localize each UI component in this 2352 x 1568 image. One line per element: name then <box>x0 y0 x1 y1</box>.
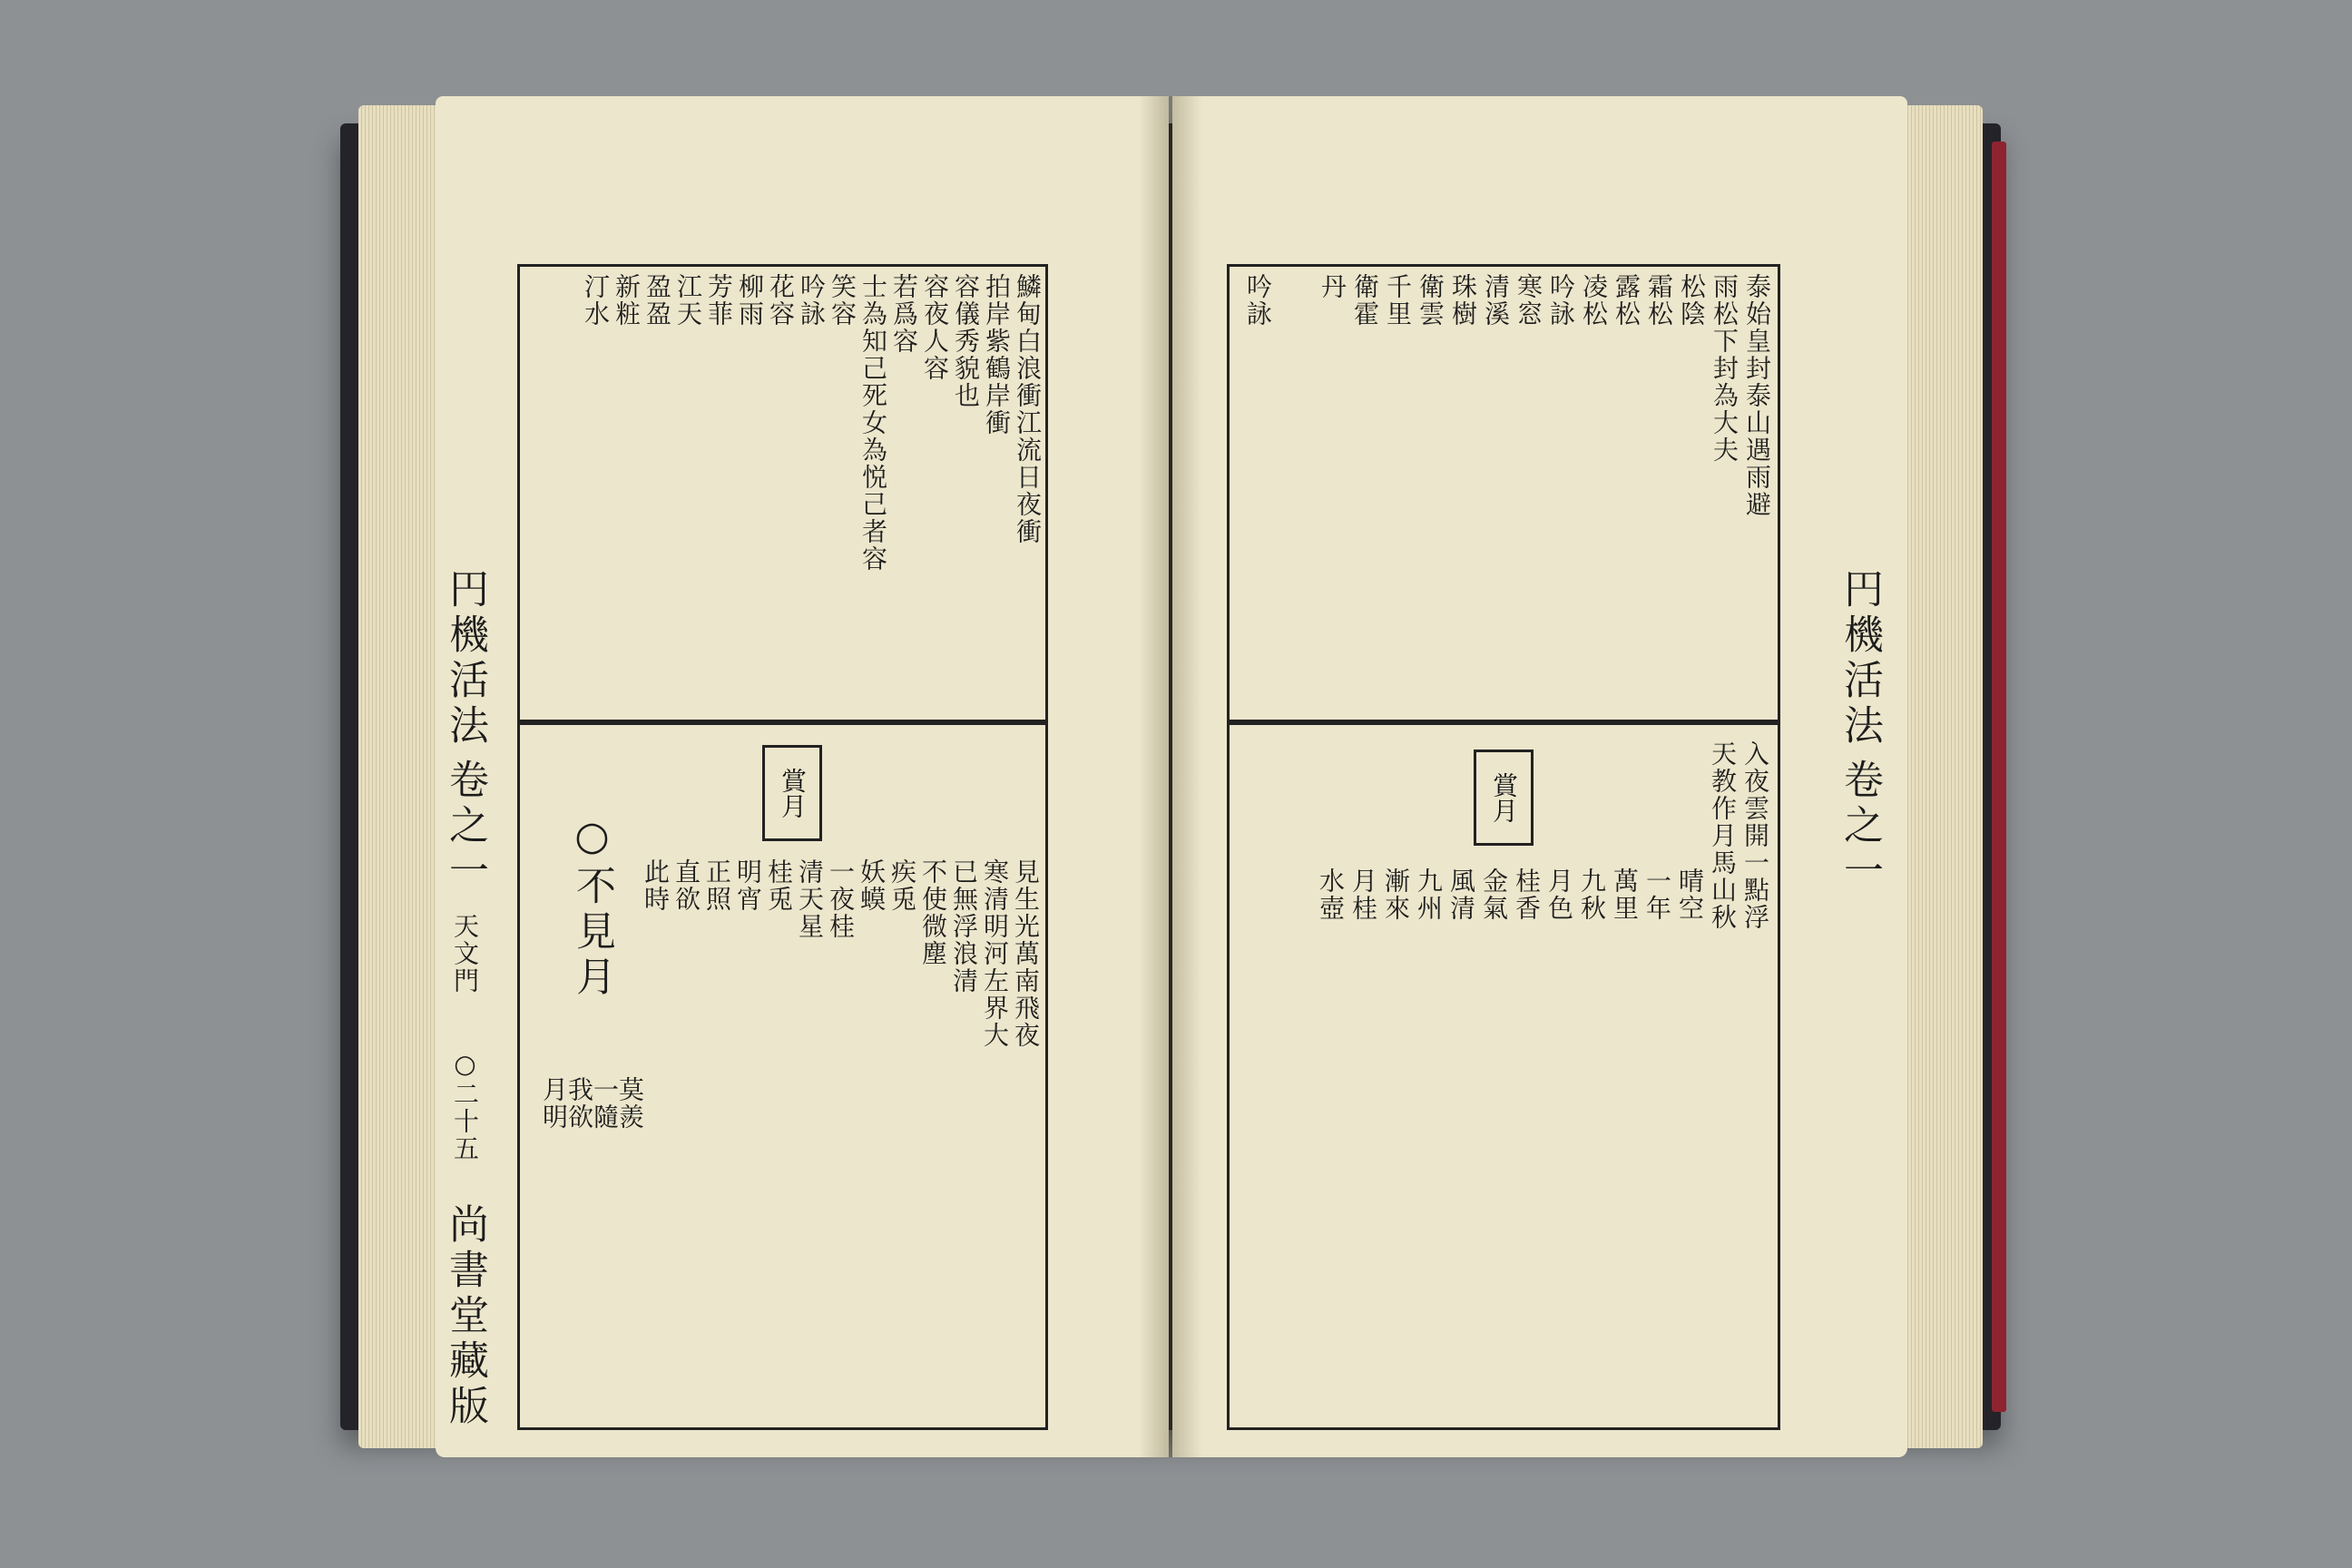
right-volume-label: 卷之一 <box>1837 759 1883 895</box>
right-upper-col: 吟詠 <box>1546 273 1576 328</box>
left-lower-col: 此時 <box>641 858 671 913</box>
right-upper-col: 珠樹 <box>1448 273 1478 328</box>
left-upper-col: 拍岸紫鶴岸衝 <box>982 273 1012 436</box>
left-upper-col: 士為知己死女為悦己者容 <box>858 273 888 573</box>
cover-spine-red <box>1992 142 2006 1412</box>
left-lower-col: 明宵 <box>733 858 763 913</box>
right-lower-col: 月色 <box>1544 867 1574 922</box>
right-upper-col: 千里 <box>1383 273 1413 328</box>
right-lower-col: 晴空 <box>1675 867 1705 922</box>
left-upper-col: 芳菲 <box>704 273 734 328</box>
right-upper-col: 丹 <box>1318 273 1348 300</box>
right-upper-col: 吟詠 <box>1243 273 1273 328</box>
right-lower-col: 一年 <box>1642 867 1672 922</box>
left-lower-col: 疾兎 <box>887 858 917 913</box>
right-lower-col: 漸來 <box>1381 867 1411 922</box>
left-publisher: 尚書堂藏版 <box>442 1203 488 1430</box>
left-upper-col: 吟詠 <box>797 273 827 328</box>
left-lower-col: 我欲 <box>564 1076 594 1131</box>
left-page <box>436 96 1169 1457</box>
right-lower-col: 風清 <box>1446 867 1476 922</box>
left-lower-col: 一夜桂 <box>826 858 856 940</box>
left-upper-col: 盈盈 <box>642 273 672 328</box>
left-lower-col: 妖蟆 <box>857 858 887 913</box>
book-gutter <box>1139 96 1202 1457</box>
left-upper-col: 汀水 <box>581 273 611 328</box>
left-lower-col: 直欲 <box>671 858 701 913</box>
left-lower-col: 清天星 <box>795 858 825 940</box>
right-lower-col: 九州 <box>1414 867 1444 922</box>
right-upper-col: 凌松 <box>1579 273 1609 328</box>
right-upper-col: 衛霍 <box>1350 273 1380 328</box>
left-margin-title: 円機活法 <box>442 568 488 750</box>
right-upper-col: 寒窓 <box>1514 273 1544 328</box>
left-lower-col: 不使微塵 <box>918 858 948 967</box>
left-heading-box: 賞月 <box>762 745 822 841</box>
left-lower-col: 一隨 <box>590 1076 620 1131</box>
left-lower-col: 已無浮浪清 <box>949 858 979 995</box>
right-upper-col: 泰始皇封泰山遇雨避 <box>1742 273 1772 518</box>
left-entry-title: ○不見月 <box>569 813 615 1001</box>
left-lower-col: 月明 <box>539 1076 569 1131</box>
right-margin-title: 円機活法 <box>1837 568 1883 750</box>
right-lower-col: 月桂 <box>1348 867 1378 922</box>
right-upper-col: 衛雲 <box>1416 273 1446 328</box>
open-book <box>340 87 2001 1475</box>
left-section-label: 天文門 <box>450 913 480 995</box>
right-lower-col: 桂香 <box>1512 867 1542 922</box>
right-lower-col: 天教作月馬山秋 <box>1708 740 1738 931</box>
right-upper-col: 松陰 <box>1677 273 1707 328</box>
right-lower-col: 水壺 <box>1316 867 1346 922</box>
left-lower-col: 桂兎 <box>764 858 794 913</box>
left-lower-col: 正照 <box>702 858 732 913</box>
right-upper-col: 霜松 <box>1644 273 1674 328</box>
left-upper-col: 鱗甸白浪衝江流日夜衝 <box>1013 273 1043 545</box>
right-upper-col: 清溪 <box>1481 273 1511 328</box>
right-page <box>1172 96 1907 1457</box>
left-volume-label: 卷之一 <box>442 759 488 895</box>
left-upper-col: 柳雨 <box>735 273 765 328</box>
left-lower-col: 見生光萬南飛夜 <box>1011 858 1041 1049</box>
left-page-number: ○二十五 <box>450 1049 480 1162</box>
left-upper-col: 若爲容 <box>889 273 919 355</box>
right-lower-col: 九秋 <box>1577 867 1607 922</box>
left-upper-col: 花容 <box>766 273 796 328</box>
left-lower-col: 莫羨 <box>615 1076 645 1131</box>
right-upper-col: 露松 <box>1612 273 1642 328</box>
right-lower-col: 萬里 <box>1610 867 1640 922</box>
left-upper-col: 新粧 <box>612 273 642 328</box>
left-upper-col: 笑容 <box>828 273 858 328</box>
left-upper-col: 容夜人容 <box>920 273 950 382</box>
right-lower-col: 金氣 <box>1479 867 1509 922</box>
right-upper-col: 雨松下封為大夫 <box>1710 273 1740 464</box>
left-upper-col: 容儀秀貌也 <box>951 273 981 409</box>
left-lower-col: 寒清明河左界大 <box>980 858 1010 1049</box>
right-lower-col: 入夜雲開一點浮 <box>1740 740 1770 931</box>
right-upper-frame <box>1227 264 1780 722</box>
right-heading-box: 賞月 <box>1474 750 1534 846</box>
left-upper-col: 江天 <box>673 273 703 328</box>
